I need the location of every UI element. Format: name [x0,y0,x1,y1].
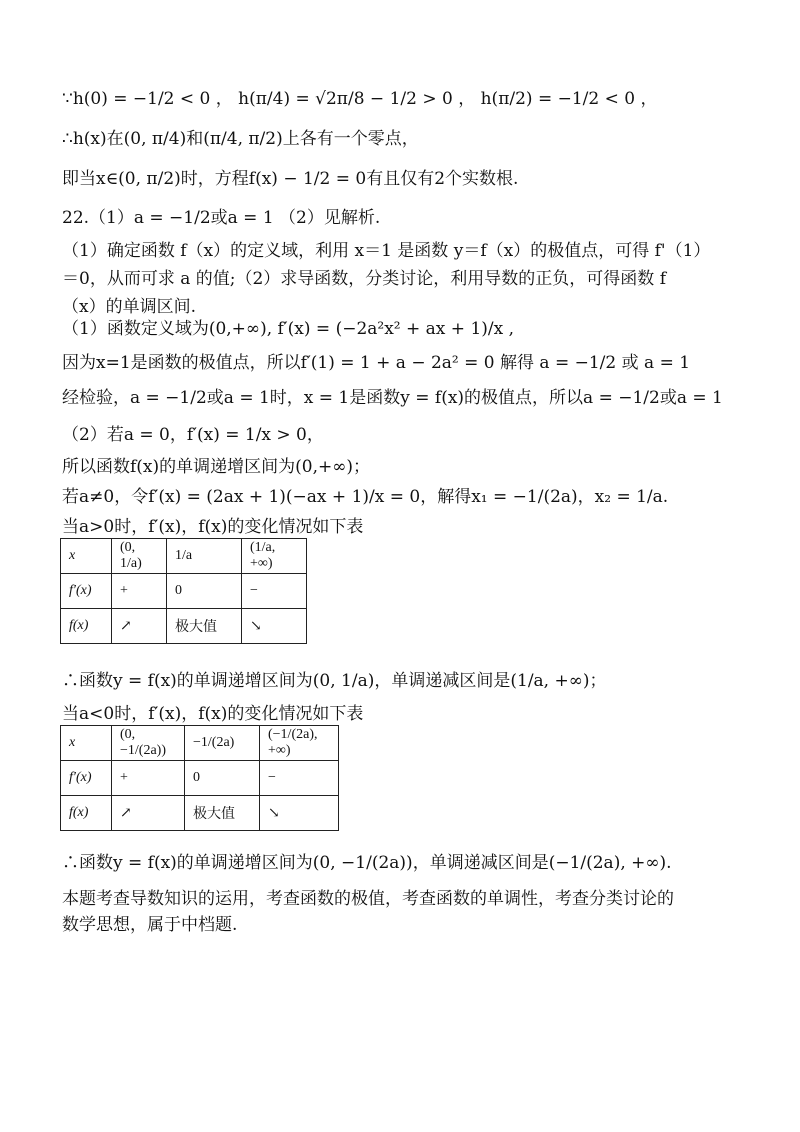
table-cell: (−1/(2a), +∞) [260,726,339,761]
line-19: 数学思想，属于中档题. [62,915,238,935]
line-12: 所以函数f(x)的单调递增区间为(0,+∞)； [62,457,371,477]
table-cell: f′(x) [61,574,112,609]
line-2: ∴h(x)在(0, π/4)和(π/4, π/2)上各有一个零点， [62,129,419,149]
table-row [61,761,339,796]
line-15: ∴函数y = f(x)的单调递增区间为(0, 1/a)，单调递减区间是(1/a, +∞)； [62,671,607,691]
line-1: ∵h(0) = −1/2 < 0 ， h(π/4) = √2π/8 − 1/2 > 0 ， h(π/2) = −1/2 < 0 ， [62,89,658,109]
table-cell: −1/(2a) [185,726,260,761]
line-13: 若a≠0，令f′(x) = (2ax + 1)(−ax + 1)/x = 0，解得x₁ = −1/(2a)，x₂ = 1/a. [62,487,669,507]
line-8: （1）函数定义域为(0,+∞), f′(x) = (−2a²x² + ax + 1)/x , [62,319,515,339]
variation-table-positive-a [60,538,307,644]
table-cell: f′(x) [61,761,112,796]
variation-table-negative-a [60,725,339,831]
line-11: （2）若a = 0，f′(x) = 1/x > 0， [62,425,324,445]
table-cell: x [61,726,112,761]
table-cell: ↘ [242,609,307,644]
line-7: （x）的单调区间. [62,297,196,317]
line-6: ＝0，从而可求 a 的值;（2）求导函数，分类讨论，利用导数的正负，可得函数 f [62,269,666,289]
table-cell: (1/a, +∞) [242,539,307,574]
table-cell: − [260,761,339,796]
table-row [61,574,307,609]
table-cell: 0 [167,574,242,609]
table-cell: f(x) [61,609,112,644]
table-cell: ↗ [112,796,185,831]
line-18: 本题考查导数知识的运用，考查函数的极值，考查函数的单调性，考查分类讨论的 [62,889,674,909]
table-cell: ↘ [260,796,339,831]
table-cell: 极大值 [185,796,260,831]
table-cell: x [61,539,112,574]
table-cell: + [112,761,185,796]
line-14: 当a>0时，f′(x)，f(x)的变化情况如下表 [62,517,364,537]
table-row [61,539,307,574]
line-4: 22.（1）a = −1/2或a = 1 （2）见解析. [62,208,381,228]
table-cell: ↗ [112,609,167,644]
table-cell: − [242,574,307,609]
line-9: 因为x=1是函数的极值点，所以f′(1) = 1 + a − 2a² = 0 解得 a = −1/2 或 a = 1 [62,353,691,373]
table-cell: + [112,574,167,609]
table-row [61,796,339,831]
line-17: ∴函数y = f(x)的单调递增区间为(0, −1/(2a))，单调递减区间是(−1/(2a), +∞). [62,853,672,873]
line-5: （1）确定函数 f（x）的定义域，利用 x＝1 是函数 y＝f（x）的极值点，可得 f'（1） [62,241,711,261]
table-cell: (0, 1/a) [112,539,167,574]
line-3: 即当x∈(0, π/2)时，方程f(x) − 1/2 = 0有且仅有2个实数根. [62,169,519,189]
table-cell: f(x) [61,796,112,831]
table-cell: 极大值 [167,609,242,644]
table-row [61,609,307,644]
table-row [61,726,339,761]
table-cell: 1/a [167,539,242,574]
line-10: 经检验，a = −1/2或a = 1时，x = 1是函数y = f(x)的极值点，所以a = −1/2或a = 1 [62,388,723,408]
table-cell: (0, −1/(2a)) [112,726,185,761]
table-cell: 0 [185,761,260,796]
line-16: 当a<0时，f′(x)，f(x)的变化情况如下表 [62,704,364,724]
